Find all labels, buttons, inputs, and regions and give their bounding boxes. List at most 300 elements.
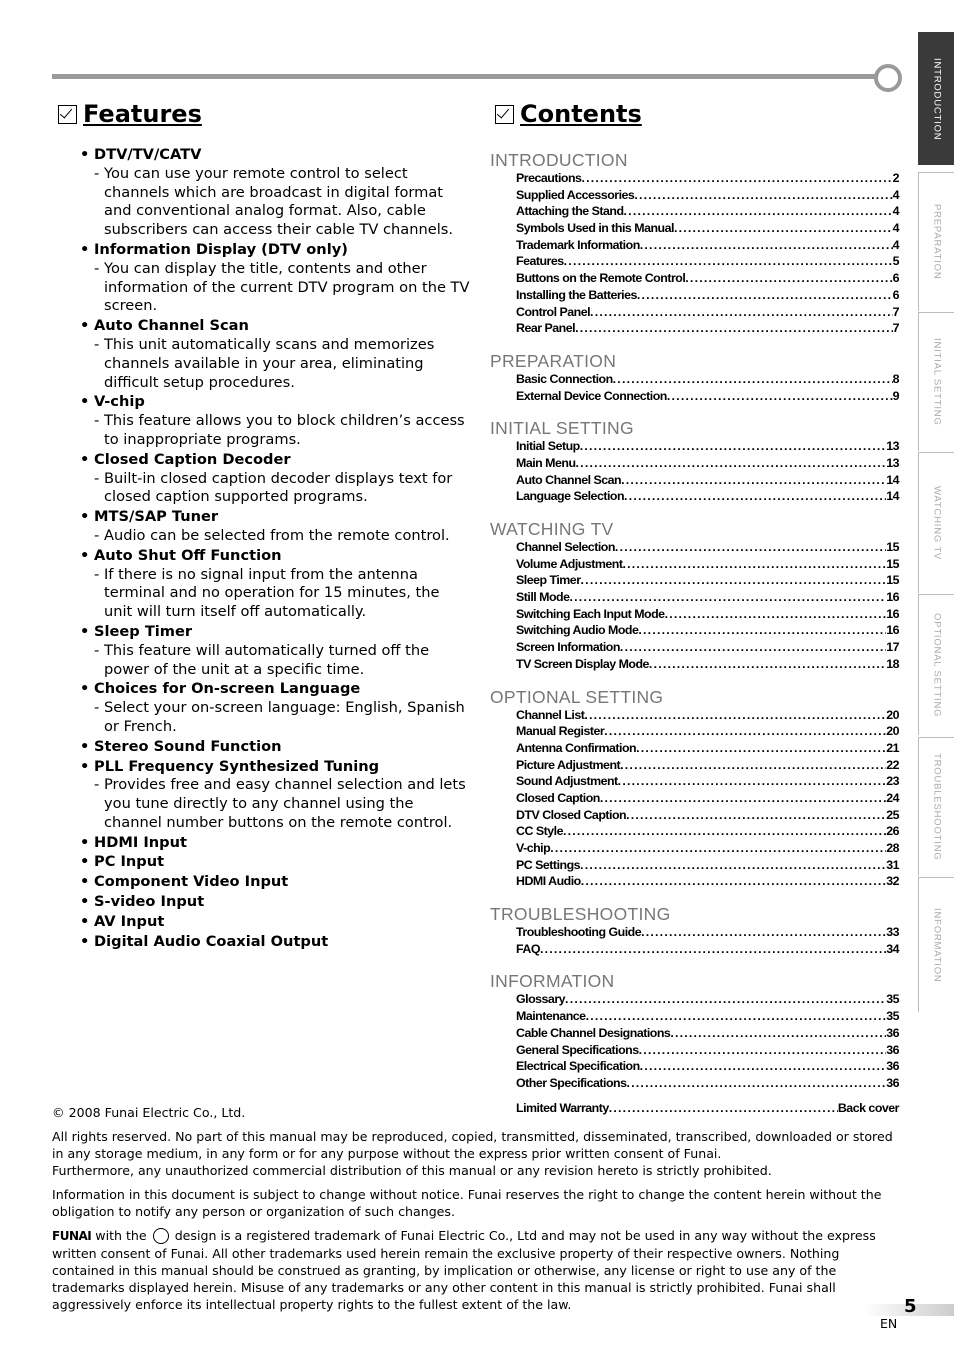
toc-entry[interactable] (516, 371, 899, 388)
toc-entry-label: Trademark Information (516, 237, 640, 252)
toc-entry-label: Attaching the Stand (516, 204, 624, 219)
toc-leader-dots (580, 857, 886, 874)
toc-entry-page: 32 (886, 874, 899, 889)
feature-item (80, 680, 470, 736)
copyright-text: © 2008 Funai Electric Co., Ltd. (52, 1105, 246, 1120)
toc-entry-list (516, 539, 899, 673)
feature-title-text: DTV/TV/CATV (94, 146, 202, 163)
toc-leader-dots (624, 203, 893, 220)
toc-leader-dots (576, 455, 887, 472)
toc-entry[interactable] (516, 723, 899, 740)
toc-entry[interactable] (516, 472, 899, 489)
toc-leader-dots (640, 1058, 887, 1075)
contents-heading-text: Contents (520, 100, 642, 128)
toc-entry-label: CC Style (516, 824, 563, 839)
toc-entry-page: Back cover (837, 1100, 899, 1115)
toc-entry-label: Glossary (516, 992, 566, 1007)
toc-leader-dots (624, 488, 886, 505)
checkbox-icon (495, 105, 514, 124)
toc-entry-label: Initial Setup (516, 439, 580, 454)
feature-title-text: Stereo Sound Function (94, 737, 282, 755)
toc-leader-dots (626, 807, 886, 824)
toc-entry-label: HDMI Audio (516, 874, 581, 889)
toc-entry-label: Sound Adjustment (516, 774, 618, 789)
feature-description-text: This unit automatically scans and memorizes channels available in your area, eliminating difficult setup procedures. (104, 335, 435, 391)
toc-entry-label: DTV Closed Caption (516, 807, 627, 822)
toc-leader-dots (636, 740, 886, 757)
toc-section-title: WATCHING TV (490, 519, 614, 539)
toc-entry[interactable] (516, 707, 899, 724)
feature-description-text: Provides free and easy channel selection and lets you tune directly to any channel using the channel number buttons on the remote control. (104, 776, 466, 831)
toc-entry-label: Auto Channel Scan (516, 472, 622, 487)
toc-entry-label: Main Menu (516, 455, 576, 470)
toc-entry-label: Screen Information (516, 640, 620, 655)
toc-entry-page: 21 (886, 740, 899, 755)
trademark-text-2: design is a registered trademark of Funai Electric Co., Ltd and may not be used in any way without the express written consent of Funai. All other trademarks used herein remain the exclusive property of their respective owners. Nothing contained in this manual should be construed as granting, by implication or otherwise, any license or right to use any of the trademarks displayed herein. Misuse of any trademarks or any other content in this manual is strictly prohibited. Funai shall aggressively enforce its intellectual property rights to the fullest extent of the law. (52, 1228, 876, 1312)
dash-icon: - (94, 776, 100, 794)
toc-entry-page: 4 (892, 237, 899, 252)
side-tab-label: INITIAL SETTING (931, 338, 943, 426)
toc-section (490, 687, 900, 891)
toc-entry[interactable] (516, 656, 899, 673)
feature-title-text: Component Video Input (94, 873, 289, 891)
side-tab-label: WATCHING TV (931, 485, 943, 561)
feature-title (80, 834, 470, 853)
feature-title-text: PLL Frequency Synthesized Tuning (94, 757, 380, 775)
toc-entry-list (516, 371, 899, 404)
toc-entry-page: 14 (886, 472, 899, 487)
toc-entry[interactable] (516, 388, 899, 405)
toc-entry-page: 8 (892, 371, 899, 386)
toc-entry[interactable] (516, 790, 899, 807)
side-tab[interactable] (918, 32, 954, 165)
toc-entry-page: 36 (886, 1025, 899, 1040)
toc-entry-label: Troubleshooting Guide (516, 925, 642, 940)
toc-entry-page: 23 (886, 774, 899, 789)
toc-entry-page: 9 (892, 388, 899, 403)
toc-entry-page: 17 (886, 640, 899, 655)
toc-entry-label: Installing the Batteries (516, 287, 637, 302)
toc-entry-label: Control Panel (516, 304, 591, 319)
toc-leader-dots (584, 707, 886, 724)
toc-leader-dots (621, 472, 886, 489)
toc-leader-dots (634, 187, 892, 204)
bullet-icon: • (80, 146, 90, 163)
toc-entry[interactable] (516, 1075, 899, 1092)
toc-entry-page: 36 (886, 1059, 899, 1074)
toc-entry[interactable] (516, 606, 899, 623)
feature-item (80, 317, 470, 392)
language-code: EN (880, 1316, 898, 1331)
toc-entry-label: TV Screen Display Mode (516, 656, 649, 671)
toc-entry-page: 26 (886, 824, 899, 839)
toc-entry[interactable] (516, 539, 899, 556)
toc-entry-label: Manual Register (516, 724, 605, 739)
info-paragraph: Information in this document is subject to change without notice. Funai reserves the right to change the content herein without the obligation to notify any person or organization of such changes. (52, 1187, 882, 1219)
toc-entry-page: 15 (886, 556, 899, 571)
feature-title-text: Sleep Timer (94, 622, 193, 640)
toc-entry[interactable] (516, 941, 899, 958)
bullet-icon: • (80, 622, 90, 640)
toc-section-title: OPTIONAL SETTING (490, 686, 664, 707)
toc-leader-dots (600, 790, 886, 807)
feature-title-text: V-chip (94, 393, 145, 411)
toc-entry-page: 35 (886, 1009, 899, 1024)
toc-entry[interactable] (516, 320, 899, 337)
toc-entry-page: 16 (886, 590, 899, 605)
toc-entry-page: 14 (886, 489, 899, 504)
feature-item (80, 873, 470, 892)
toc-entry[interactable] (516, 170, 899, 187)
toc-entry-label: Features (516, 254, 564, 269)
bullet-icon: • (80, 450, 90, 468)
toc-entry-label: Switching Audio Mode (516, 623, 639, 638)
feature-description (80, 260, 470, 316)
feature-title (80, 873, 470, 892)
feature-title-text: HDMI Input (94, 833, 187, 851)
feature-item (80, 393, 470, 449)
side-tab-label: INTRODUCTION (931, 57, 943, 141)
bullet-icon: • (80, 737, 90, 755)
toc-entry-page: 13 (886, 455, 899, 470)
feature-description-text: You can display the title, contents and other information of the current DTV program on the TV screen. (104, 259, 470, 315)
toc-leader-dots (627, 1075, 887, 1092)
feature-description-text: This feature allows you to block children’s access to inappropriate programs. (104, 412, 465, 448)
toc-entry-list (516, 707, 899, 891)
toc-section-title: INFORMATION (490, 971, 615, 992)
toc-leader-dots (622, 556, 886, 573)
dash-icon: - (94, 335, 100, 353)
toc-entry-page: 22 (886, 757, 899, 772)
feature-description (80, 470, 470, 508)
feature-item (80, 146, 470, 240)
toc-entry[interactable] (516, 757, 899, 774)
features-heading-text: Features (83, 100, 202, 128)
toc-leader-dots (613, 371, 893, 388)
toc-entry[interactable] (516, 991, 899, 1008)
toc-entry-page: 7 (892, 321, 899, 336)
toc-entry-page: 15 (886, 573, 899, 588)
side-tab[interactable] (918, 594, 954, 735)
toc-entry-page: 13 (886, 439, 899, 454)
bullet-icon: • (80, 757, 90, 775)
side-tab[interactable] (918, 172, 954, 311)
toc-entry-page: 36 (886, 1075, 899, 1090)
toc-entry-label: Rear Panel (516, 321, 576, 336)
dash-icon: - (94, 526, 100, 544)
feature-title (80, 317, 470, 336)
toc-leader-dots (586, 1008, 887, 1025)
toc-entry[interactable] (516, 572, 899, 589)
toc-leader-dots (570, 589, 887, 606)
toc-leader-dots (540, 941, 886, 958)
toc-entry-page: 4 (892, 204, 899, 219)
trademark-paragraph (52, 1227, 902, 1313)
header-rule (52, 74, 880, 79)
toc-entry-label: Supplied Accessories (516, 187, 635, 202)
dash-icon: - (94, 259, 100, 277)
dash-icon: - (94, 641, 100, 659)
feature-item (80, 451, 470, 507)
toc-entry-label: Cable Channel Designations (516, 1025, 671, 1040)
toc-leader-dots (649, 656, 886, 673)
feature-title (80, 758, 470, 777)
toc-entry-label: Symbols Used in this Manual (516, 221, 674, 236)
toc-entry[interactable] (516, 287, 899, 304)
feature-description (80, 642, 470, 680)
toc-entry[interactable] (516, 488, 899, 505)
feature-description (80, 527, 470, 546)
toc-leader-dots (674, 220, 893, 237)
bullet-icon: • (80, 912, 90, 930)
toc-leader-dots (665, 606, 887, 623)
toc-entry[interactable] (516, 1042, 899, 1059)
toc-entry[interactable] (516, 1008, 899, 1025)
toc-entry-page: 6 (892, 271, 899, 286)
toc-entry-label: Basic Connection (516, 371, 613, 386)
toc-leader-dots (667, 388, 893, 405)
toc-leader-dots (581, 873, 886, 890)
feature-item (80, 508, 470, 546)
toc-entry[interactable] (516, 220, 899, 237)
contents-heading (495, 100, 642, 128)
feature-description-text: If there is no signal input from the antenna terminal and no operation for 15 minutes, the unit will turn itself off automatically. (104, 565, 440, 621)
bullet-icon: • (80, 893, 90, 911)
features-list (80, 146, 470, 952)
side-tab-label: OPTIONAL SETTING (931, 612, 943, 718)
toc-entry[interactable] (516, 438, 899, 455)
dash-icon: - (94, 565, 100, 583)
feature-item (80, 834, 470, 853)
dash-icon: - (94, 164, 100, 182)
rights-paragraph (52, 1128, 902, 1179)
dash-icon: - (94, 699, 100, 717)
toc-entry-label: Limited Warranty (516, 1100, 609, 1115)
toc-entry-page: 31 (886, 857, 899, 872)
feature-title (80, 853, 470, 872)
feature-title-text: Digital Audio Coaxial Output (94, 932, 329, 950)
toc-entry-label: Volume Adjustment (516, 556, 623, 571)
side-tab[interactable] (918, 452, 954, 593)
dash-icon: - (94, 412, 100, 430)
toc-entry-page: 4 (892, 221, 899, 236)
bullet-icon: • (80, 393, 90, 411)
toc-entry-page: 7 (892, 304, 899, 319)
toc-section (490, 904, 900, 957)
feature-title-text: Choices for On-screen Language (94, 680, 361, 698)
toc-entry-page: 24 (886, 790, 899, 805)
toc-entry-page: 18 (886, 656, 899, 671)
feature-title-text: Auto Channel Scan (94, 317, 249, 335)
feature-title-text: Auto Shut Off Function (94, 546, 282, 564)
toc-entry-page: 6 (892, 287, 899, 302)
toc-entry[interactable] (516, 823, 899, 840)
funai-logo: FUNAI (52, 1229, 92, 1243)
toc-entry-label: Electrical Specification (516, 1059, 640, 1074)
toc-leader-dots (620, 757, 886, 774)
feature-item (80, 738, 470, 757)
toc-entry[interactable] (516, 857, 899, 874)
toc-entry-label: Closed Caption (516, 790, 600, 805)
bullet-icon: • (80, 873, 90, 891)
toc-entry-page: 20 (886, 707, 899, 722)
feature-title-text: Closed Caption Decoder (94, 450, 291, 468)
side-tab[interactable] (918, 877, 954, 1012)
toc-entry[interactable] (516, 639, 899, 656)
feature-item (80, 547, 470, 622)
dash-icon: - (94, 469, 100, 487)
toc-leader-dots (564, 253, 893, 270)
toc-entry[interactable] (516, 270, 899, 287)
toc-entry-label: Switching Each Input Mode (516, 606, 665, 621)
toc-section (490, 971, 900, 1091)
bullet-icon: • (80, 546, 90, 564)
feature-item (80, 623, 470, 679)
toc-leader-dots (590, 304, 893, 321)
feature-title-text: Information Display (DTV only) (94, 240, 348, 258)
toc-leader-dots (565, 991, 886, 1008)
side-tab[interactable] (918, 312, 954, 451)
feature-description-text: This feature will automatically turned off the power of the unit at a specific time. (104, 641, 430, 678)
toc-leader-dots (575, 320, 893, 337)
toc-leader-dots (580, 438, 886, 455)
toc-entry[interactable] (516, 1025, 899, 1042)
side-tab[interactable] (918, 737, 954, 876)
toc-entry-label: Still Mode (516, 590, 570, 605)
feature-title (80, 680, 470, 699)
toc-entry-page: 33 (886, 925, 899, 940)
feature-description (80, 699, 470, 737)
toc-leader-dots (563, 823, 886, 840)
toc-entry-label: Antenna Confirmation (516, 740, 637, 755)
feature-title (80, 913, 470, 932)
toc-entry-label: External Device Connection (516, 388, 667, 403)
toc-entry[interactable] (516, 1058, 899, 1075)
feature-title-text: AV Input (94, 912, 165, 930)
features-heading (58, 100, 202, 128)
feature-title (80, 508, 470, 527)
toc-entry[interactable] (516, 187, 899, 204)
checkbox-icon (58, 105, 77, 124)
bullet-icon: • (80, 833, 90, 851)
toc-leader-dots (637, 287, 893, 304)
toc-entry-page: 2 (892, 171, 899, 185)
trademark-text-1: with the (95, 1228, 147, 1243)
toc-entry[interactable] (516, 873, 899, 890)
toc-entry[interactable] (516, 840, 899, 857)
toc-section (490, 418, 900, 505)
toc-entry-page: 4 (892, 187, 899, 202)
toc-entry[interactable] (516, 253, 899, 270)
toc-leader-dots (581, 170, 892, 187)
feature-description (80, 776, 470, 832)
feature-description-text: Select your on-screen language: English, Spanish or French. (104, 699, 465, 735)
toc-entry[interactable] (516, 740, 899, 757)
toc-leader-dots (550, 840, 886, 857)
toc-entry-page: 35 (886, 992, 899, 1007)
feature-item (80, 758, 470, 833)
toc-entry-page: 34 (886, 941, 899, 956)
toc-entry-label: PC Settings (516, 857, 581, 872)
toc-leader-dots (685, 270, 892, 287)
toc-entry-label: General Specifications (516, 1042, 639, 1057)
feature-title (80, 393, 470, 412)
toc-entry-label: Language Selection (516, 489, 625, 504)
funai-design-mark-icon (153, 1228, 169, 1244)
toc-entry[interactable] (516, 455, 899, 472)
feature-title (80, 893, 470, 912)
toc-entry[interactable] (516, 924, 899, 941)
toc-entry[interactable] (516, 556, 899, 573)
toc-leader-dots (581, 572, 887, 589)
toc-entry[interactable] (516, 203, 899, 220)
feature-title (80, 933, 470, 952)
commercial-text: Furthermore, any unauthorized commercial distribution of this manual or any revision hereto is strictly prohibited. (52, 1163, 772, 1178)
toc-leader-dots (604, 723, 886, 740)
toc-entry-page: 5 (892, 254, 899, 269)
feature-title-text: PC Input (94, 853, 165, 871)
toc-entry-label: Channel Selection (516, 540, 615, 554)
toc-entry[interactable] (516, 589, 899, 606)
toc-entry-label: V-chip (516, 841, 551, 855)
rights-text: All rights reserved. No part of this manual may be reproduced, copied, transmitted, disseminated, transcribed, downloaded or stored in any storage medium, in any form or for any purpose without the express prior written consent of Funai. (52, 1129, 893, 1161)
toc-leader-dots (615, 539, 886, 556)
feature-description (80, 566, 470, 622)
page-number: 5 (904, 1296, 917, 1317)
feature-item (80, 893, 470, 912)
toc-section (490, 351, 900, 404)
toc-entry-list (516, 924, 899, 957)
toc-entry-label: Picture Adjustment (516, 757, 621, 772)
toc-entry-label: Channel List (516, 707, 585, 722)
toc-section (490, 150, 900, 337)
feature-item (80, 853, 470, 872)
bullet-icon: • (80, 853, 90, 871)
toc-entry-label: FAQ (516, 941, 540, 956)
toc-leader-dots (638, 622, 886, 639)
toc-leader-dots (639, 1042, 887, 1059)
toc-entry[interactable] (516, 773, 899, 790)
toc-entry-list (516, 170, 899, 337)
toc-leader-dots (641, 924, 886, 941)
toc-entry-label: Sleep Timer (516, 573, 581, 588)
toc-section-title: INITIAL SETTING (490, 418, 634, 439)
toc-entry-label: Buttons on the Remote Control (516, 271, 686, 286)
bullet-icon: • (80, 680, 90, 698)
toc-entry-page: 25 (886, 807, 899, 822)
toc-entry-label: Precautions (516, 171, 582, 185)
toc-entry-page: 16 (886, 606, 899, 621)
side-tab-label: INFORMATION (931, 907, 943, 983)
toc-leader-dots (640, 237, 893, 254)
toc-entry[interactable] (516, 237, 899, 254)
toc-section (490, 519, 900, 673)
toc-entry[interactable] (516, 304, 899, 321)
toc-entry-page: 36 (886, 1042, 899, 1057)
feature-title (80, 547, 470, 566)
toc-section-title: INTRODUCTION (490, 150, 628, 170)
feature-title (80, 146, 470, 165)
side-tab-label: PREPARATION (931, 204, 943, 280)
feature-title (80, 738, 470, 757)
toc-entry-page: 28 (886, 841, 899, 855)
bullet-icon: • (80, 932, 90, 950)
toc-entry[interactable] (516, 622, 899, 639)
feature-description (80, 165, 470, 240)
toc-entry[interactable] (516, 807, 899, 824)
toc-entry-list (516, 991, 899, 1091)
feature-description-text: You can use your remote control to select channels which are broadcast in digital format and conventional analog format. Also, cable subscribers can access their cable TV channels. (104, 164, 454, 239)
